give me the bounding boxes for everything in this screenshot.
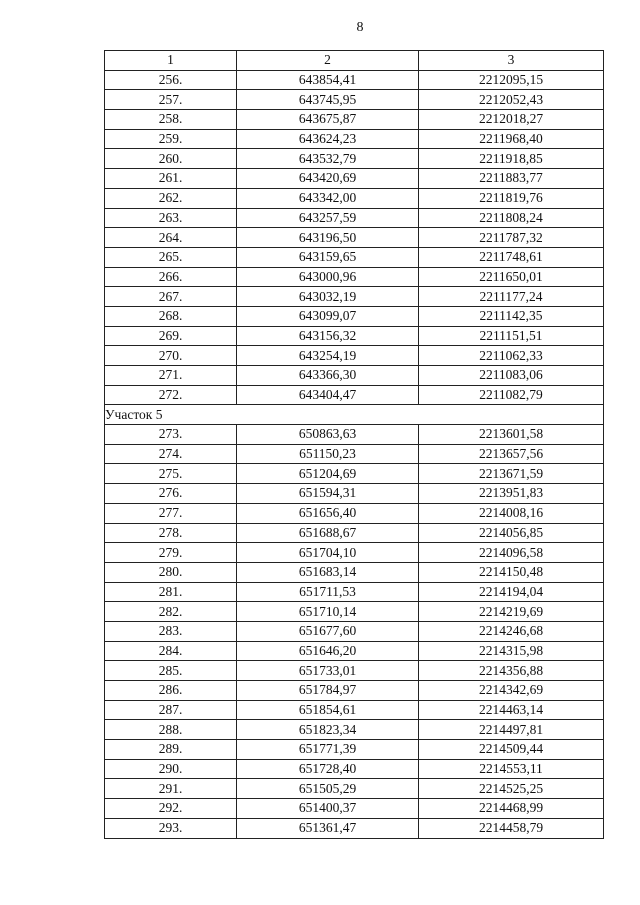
y-coordinate-cell: 2213657,56 — [419, 444, 604, 464]
x-coordinate-cell: 651594,31 — [237, 484, 419, 504]
x-coordinate-cell: 643745,95 — [237, 90, 419, 110]
y-coordinate-cell: 2211968,40 — [419, 129, 604, 149]
table-row — [105, 661, 604, 681]
x-coordinate-cell: 643156,32 — [237, 326, 419, 346]
y-coordinate-cell: 2214553,11 — [419, 759, 604, 779]
x-coordinate-cell: 650863,63 — [237, 425, 419, 445]
coordinates-table-body — [105, 51, 604, 839]
table-row — [105, 740, 604, 760]
y-coordinate-cell: 2211142,35 — [419, 306, 604, 326]
x-coordinate-cell: 651771,39 — [237, 740, 419, 760]
x-coordinate-cell: 643404,47 — [237, 385, 419, 405]
y-coordinate-cell: 2214497,81 — [419, 720, 604, 740]
y-coordinate-cell: 2214509,44 — [419, 740, 604, 760]
point-number-cell: 259. — [105, 129, 237, 149]
y-coordinate-cell: 2214463,14 — [419, 700, 604, 720]
point-number-cell: 292. — [105, 799, 237, 819]
y-coordinate-cell: 2214356,88 — [419, 661, 604, 681]
table-row — [105, 169, 604, 189]
column-header-1: 1 — [105, 51, 237, 71]
x-coordinate-cell: 643420,69 — [237, 169, 419, 189]
point-number-cell: 293. — [105, 818, 237, 838]
x-coordinate-cell: 643342,00 — [237, 188, 419, 208]
x-coordinate-cell: 651646,20 — [237, 641, 419, 661]
y-coordinate-cell: 2211883,77 — [419, 169, 604, 189]
point-number-cell: 260. — [105, 149, 237, 169]
x-coordinate-cell: 651823,34 — [237, 720, 419, 740]
x-coordinate-cell: 651710,14 — [237, 602, 419, 622]
x-coordinate-cell: 643257,59 — [237, 208, 419, 228]
x-coordinate-cell: 643675,87 — [237, 110, 419, 130]
x-coordinate-cell: 651704,10 — [237, 543, 419, 563]
point-number-cell: 284. — [105, 641, 237, 661]
x-coordinate-cell: 643032,19 — [237, 287, 419, 307]
point-number-cell: 261. — [105, 169, 237, 189]
y-coordinate-cell: 2211082,79 — [419, 385, 604, 405]
x-coordinate-cell: 651204,69 — [237, 464, 419, 484]
point-number-cell: 277. — [105, 503, 237, 523]
table-row — [105, 267, 604, 287]
y-coordinate-cell: 2211748,61 — [419, 247, 604, 267]
table-row — [105, 503, 604, 523]
x-coordinate-cell: 643854,41 — [237, 70, 419, 90]
y-coordinate-cell: 2214096,58 — [419, 543, 604, 563]
point-number-cell: 267. — [105, 287, 237, 307]
x-coordinate-cell: 643159,65 — [237, 247, 419, 267]
y-coordinate-cell: 2211787,32 — [419, 228, 604, 248]
point-number-cell: 262. — [105, 188, 237, 208]
table-row — [105, 484, 604, 504]
table-row — [105, 523, 604, 543]
y-coordinate-cell: 2214219,69 — [419, 602, 604, 622]
point-number-cell: 279. — [105, 543, 237, 563]
y-coordinate-cell: 2211650,01 — [419, 267, 604, 287]
table-row — [105, 366, 604, 386]
x-coordinate-cell: 651150,23 — [237, 444, 419, 464]
table-row — [105, 464, 604, 484]
x-coordinate-cell: 643624,23 — [237, 129, 419, 149]
point-number-cell: 291. — [105, 779, 237, 799]
section-label: Участок 5 — [105, 405, 604, 425]
column-header-2: 2 — [237, 51, 419, 71]
point-number-cell: 265. — [105, 247, 237, 267]
table-row — [105, 700, 604, 720]
table-row — [105, 129, 604, 149]
x-coordinate-cell: 651728,40 — [237, 759, 419, 779]
y-coordinate-cell: 2213601,58 — [419, 425, 604, 445]
y-coordinate-cell: 2214150,48 — [419, 562, 604, 582]
y-coordinate-cell: 2211062,33 — [419, 346, 604, 366]
point-number-cell: 281. — [105, 582, 237, 602]
point-number-cell: 285. — [105, 661, 237, 681]
page-number: 8 — [356, 20, 364, 35]
table-row — [105, 110, 604, 130]
point-number-cell: 273. — [105, 425, 237, 445]
y-coordinate-cell: 2214468,99 — [419, 799, 604, 819]
section-row — [105, 405, 604, 425]
y-coordinate-cell: 2213951,83 — [419, 484, 604, 504]
y-coordinate-cell: 2213671,59 — [419, 464, 604, 484]
x-coordinate-cell: 651677,60 — [237, 621, 419, 641]
table-row — [105, 346, 604, 366]
x-coordinate-cell: 651505,29 — [237, 779, 419, 799]
table-row — [105, 799, 604, 819]
point-number-cell: 290. — [105, 759, 237, 779]
y-coordinate-cell: 2214008,16 — [419, 503, 604, 523]
table-row — [105, 818, 604, 838]
table-row — [105, 149, 604, 169]
point-number-cell: 269. — [105, 326, 237, 346]
x-coordinate-cell: 651400,37 — [237, 799, 419, 819]
point-number-cell: 289. — [105, 740, 237, 760]
x-coordinate-cell: 651711,53 — [237, 582, 419, 602]
table-row — [105, 681, 604, 701]
y-coordinate-cell: 2211808,24 — [419, 208, 604, 228]
table-row — [105, 208, 604, 228]
y-coordinate-cell: 2211177,24 — [419, 287, 604, 307]
x-coordinate-cell: 651854,61 — [237, 700, 419, 720]
table-row — [105, 247, 604, 267]
y-coordinate-cell: 2211918,85 — [419, 149, 604, 169]
x-coordinate-cell: 643254,19 — [237, 346, 419, 366]
column-header-3: 3 — [419, 51, 604, 71]
y-coordinate-cell: 2214315,98 — [419, 641, 604, 661]
x-coordinate-cell: 651656,40 — [237, 503, 419, 523]
table-row — [105, 621, 604, 641]
table-row — [105, 326, 604, 346]
point-number-cell: 257. — [105, 90, 237, 110]
y-coordinate-cell: 2214246,68 — [419, 621, 604, 641]
table-row — [105, 641, 604, 661]
table-row — [105, 287, 604, 307]
table-row — [105, 306, 604, 326]
x-coordinate-cell: 651733,01 — [237, 661, 419, 681]
y-coordinate-cell: 2211083,06 — [419, 366, 604, 386]
table-row — [105, 602, 604, 622]
table-row — [105, 228, 604, 248]
y-coordinate-cell: 2214525,25 — [419, 779, 604, 799]
x-coordinate-cell: 651361,47 — [237, 818, 419, 838]
y-coordinate-cell: 2211151,51 — [419, 326, 604, 346]
table-row — [105, 188, 604, 208]
header-row — [105, 51, 604, 71]
point-number-cell: 258. — [105, 110, 237, 130]
point-number-cell: 256. — [105, 70, 237, 90]
y-coordinate-cell: 2211819,76 — [419, 188, 604, 208]
table-row — [105, 543, 604, 563]
table-row — [105, 425, 604, 445]
y-coordinate-cell: 2212095,15 — [419, 70, 604, 90]
table-row — [105, 759, 604, 779]
x-coordinate-cell: 651784,97 — [237, 681, 419, 701]
table-row — [105, 720, 604, 740]
table-row — [105, 779, 604, 799]
point-number-cell: 278. — [105, 523, 237, 543]
point-number-cell: 283. — [105, 621, 237, 641]
table-row — [105, 90, 604, 110]
table-row — [105, 562, 604, 582]
point-number-cell: 266. — [105, 267, 237, 287]
point-number-cell: 280. — [105, 562, 237, 582]
coordinates-table — [104, 50, 604, 839]
point-number-cell: 287. — [105, 700, 237, 720]
point-number-cell: 264. — [105, 228, 237, 248]
x-coordinate-cell: 643000,96 — [237, 267, 419, 287]
y-coordinate-cell: 2214194,04 — [419, 582, 604, 602]
y-coordinate-cell: 2214458,79 — [419, 818, 604, 838]
point-number-cell: 275. — [105, 464, 237, 484]
table-row — [105, 444, 604, 464]
point-number-cell: 263. — [105, 208, 237, 228]
y-coordinate-cell: 2214342,69 — [419, 681, 604, 701]
table-row — [105, 70, 604, 90]
x-coordinate-cell: 643196,50 — [237, 228, 419, 248]
point-number-cell: 286. — [105, 681, 237, 701]
point-number-cell: 282. — [105, 602, 237, 622]
x-coordinate-cell: 643099,07 — [237, 306, 419, 326]
point-number-cell: 288. — [105, 720, 237, 740]
y-coordinate-cell: 2212052,43 — [419, 90, 604, 110]
point-number-cell: 271. — [105, 366, 237, 386]
x-coordinate-cell: 651683,14 — [237, 562, 419, 582]
table-row — [105, 582, 604, 602]
point-number-cell: 268. — [105, 306, 237, 326]
point-number-cell: 274. — [105, 444, 237, 464]
point-number-cell: 270. — [105, 346, 237, 366]
x-coordinate-cell: 643532,79 — [237, 149, 419, 169]
y-coordinate-cell: 2212018,27 — [419, 110, 604, 130]
y-coordinate-cell: 2214056,85 — [419, 523, 604, 543]
x-coordinate-cell: 643366,30 — [237, 366, 419, 386]
point-number-cell: 272. — [105, 385, 237, 405]
x-coordinate-cell: 651688,67 — [237, 523, 419, 543]
point-number-cell: 276. — [105, 484, 237, 504]
table-row — [105, 385, 604, 405]
